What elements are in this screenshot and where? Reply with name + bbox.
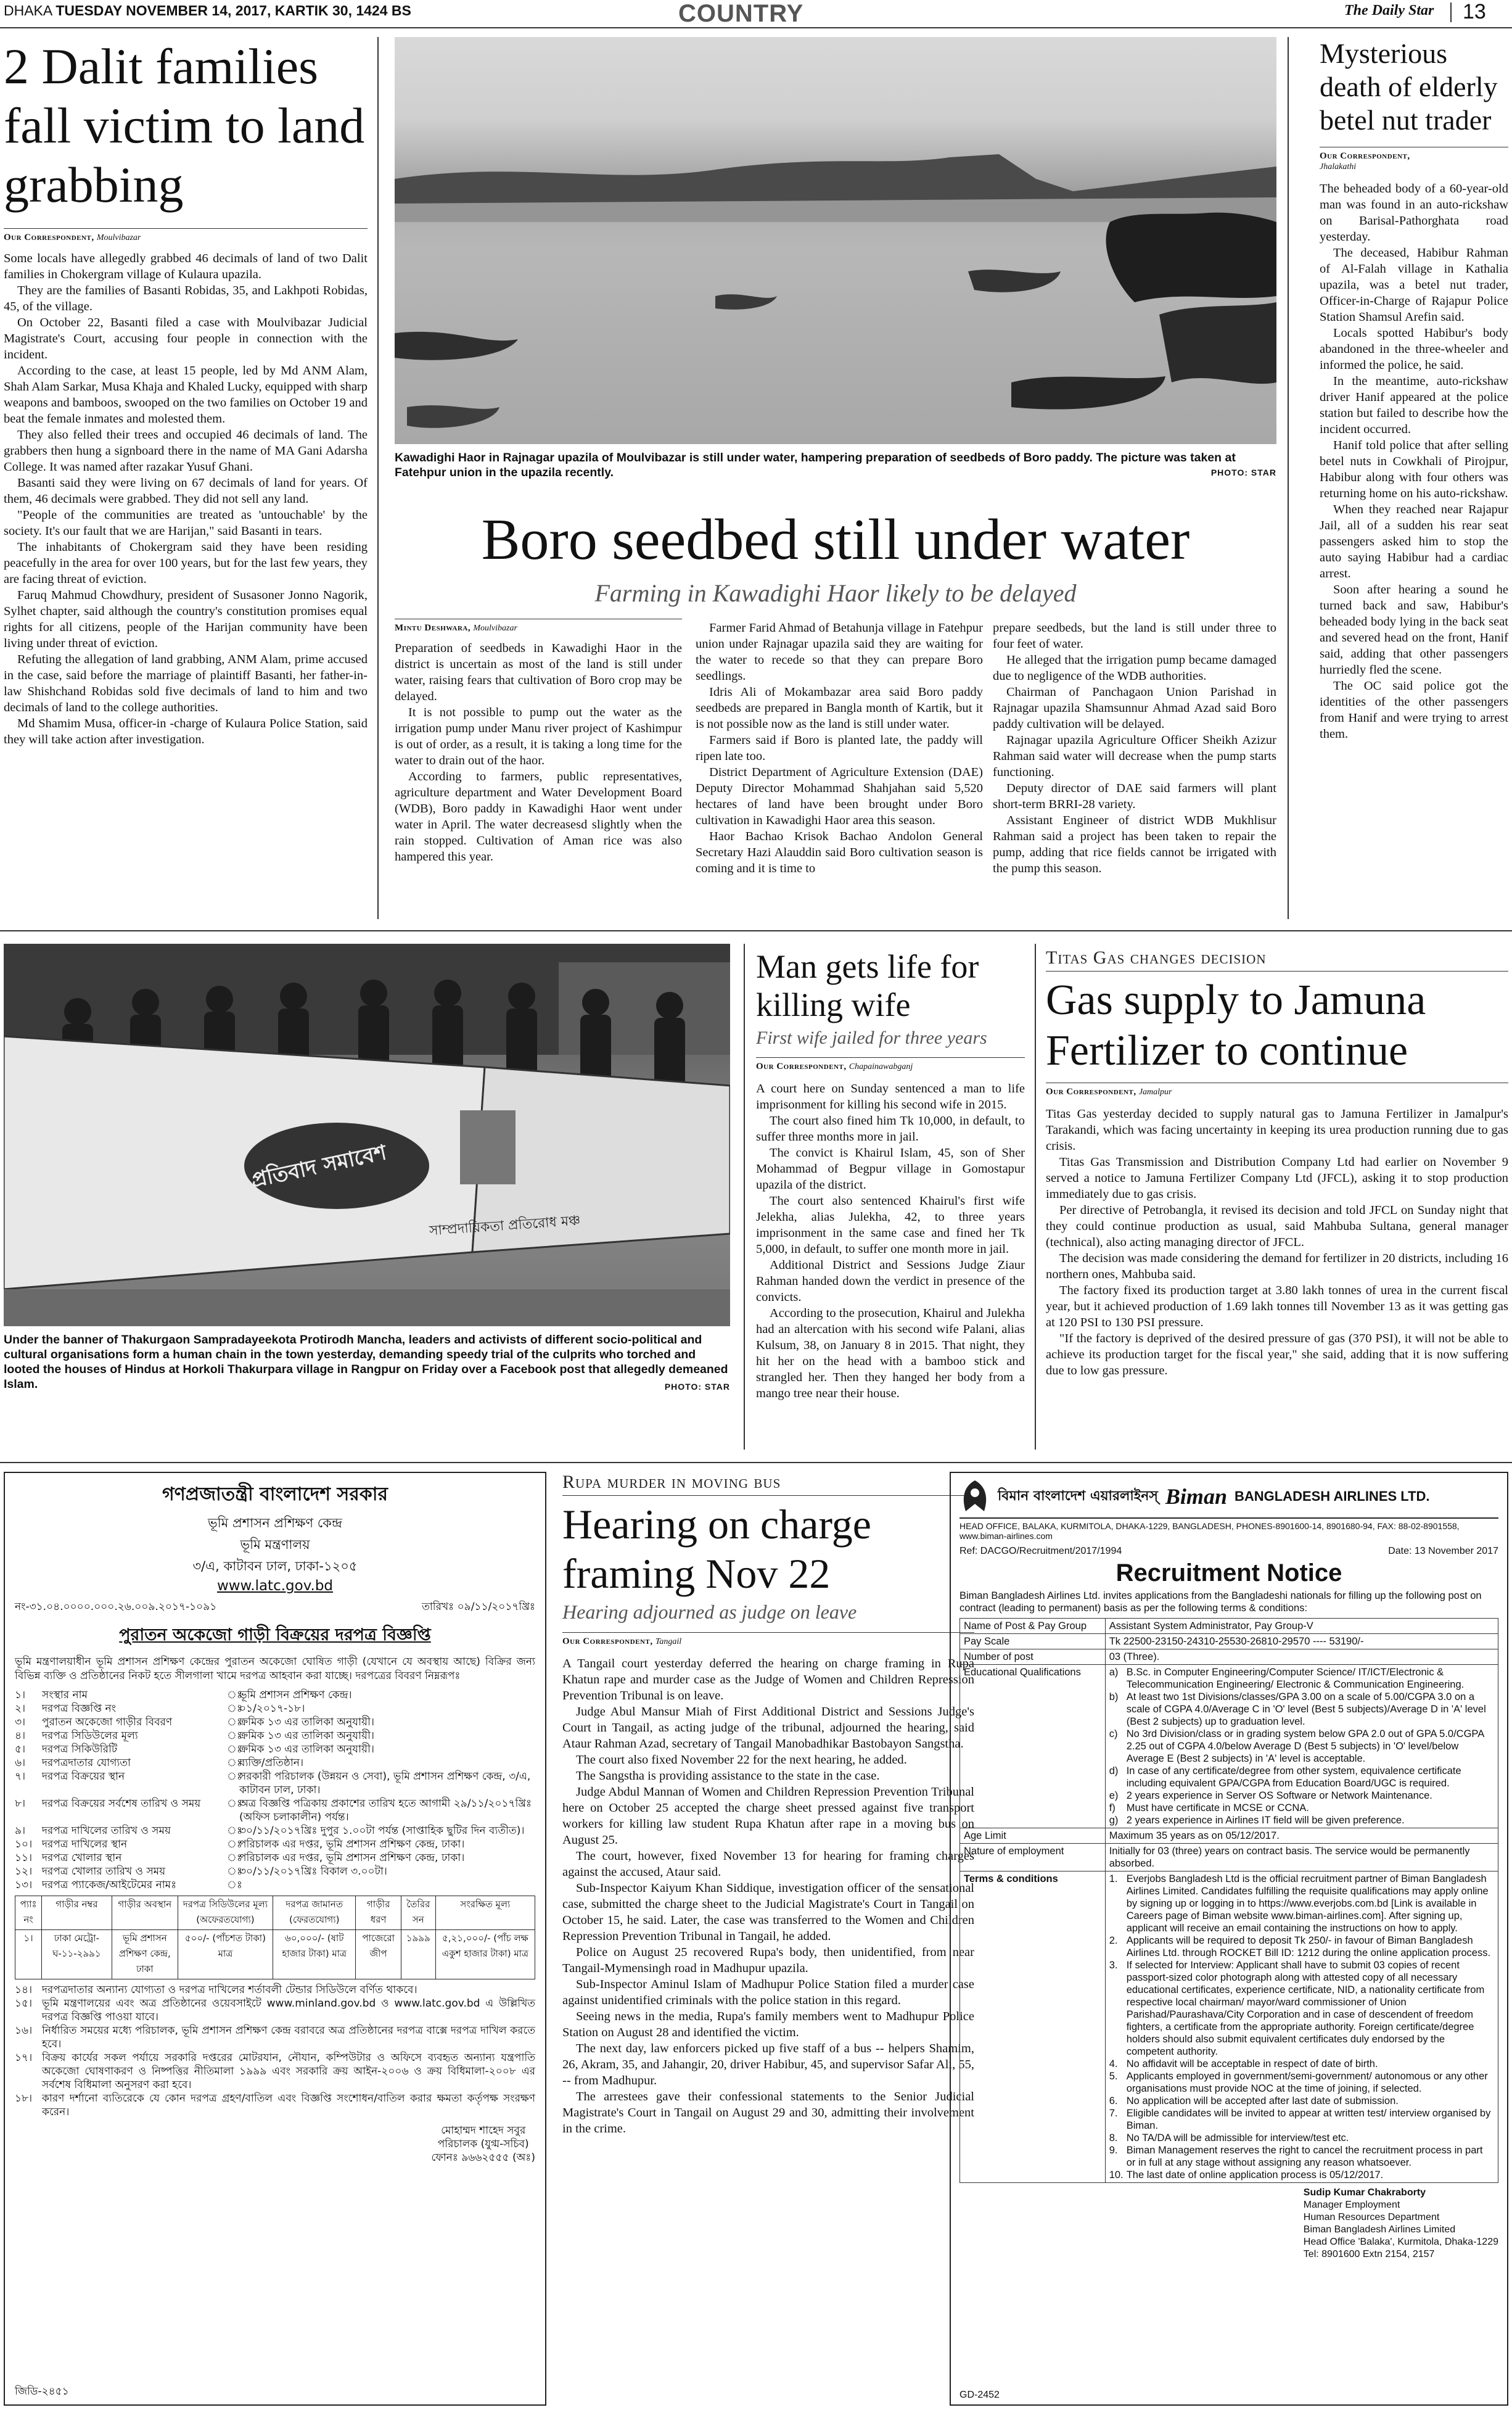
ad-note-no: ১৭। [15, 2052, 33, 2064]
ad-notice-title: পুরাতন অকেজো গাড়ী বিক্রয়ের দরপত্র বিজ্ঞপ্তি [119, 1625, 431, 1644]
ad-row-no: ৬। [15, 1757, 26, 1769]
terms-item [1109, 2070, 1494, 2095]
paragraph: Haor Bachao Krisok Bachao Andolon General Secretary Hazi Alauddin said Boro cultivation season is coming and it is time to [696, 830, 983, 875]
dateline-city: DHAKA [4, 2, 52, 19]
biman-logo-icon [959, 1479, 990, 1514]
paragraph: Faruq Mahmud Chowdhury, president of Susasoner Jonno Nagorik, Sylhet chapter, said although the country's constitution promises equal rights for all citizens, people of the Harijan community have been living under threat of eviction. [4, 588, 368, 650]
table-cell: ৬০,০০০/- (ষাট হাজার টাকা) মাত্র [273, 1930, 356, 1979]
ad-note-text: নির্ধারিত সময়ের মধ্যে পরিচালক, ভূমি প্রশাসন প্রশিক্ষণ কেন্দ্র বরাবরে অত্র প্রতিষ্ঠানের দরপত্র বাক্সে দরপত্র দাখিল করতে হবে। [42, 2024, 535, 2050]
ad-row-colon: ঃ [227, 1825, 242, 1837]
biman-sign-line: Head Office 'Balaka', Kurmitola, Dhaka-1229 [1303, 2237, 1498, 2247]
paragraph: He alleged that the irrigation pump became damaged due to negligence of the WDB authorities. [993, 653, 1276, 683]
terms-number: 8. [1109, 2132, 1118, 2144]
ad-row-colon: ঃ [227, 1770, 242, 1783]
terms-text: Eligible candidates will be invited to appear at written test/ interview organised by Biman. [1126, 2108, 1491, 2131]
paragraph: The arrestees gave their confessional statements to the Senior Judicial Magistrate's Court in Tangail on August 29 and 30, admitting their involvement in the crime. [562, 2090, 974, 2136]
ad-row-value: পরিচালক এর দপ্তর, ভূমি প্রশাসন প্রশিক্ষণ কেন্দ্র, ঢাকা। [239, 1852, 465, 1864]
paragraph: The next day, law enforcers picked up five staff of a bus -- helpers Shamim, 26, Akram, 35, and Jahangir, 20, driver Habibur, 45, and supervisor Safar Ali, 55, -- from Madhupur. [562, 2042, 974, 2087]
table-header: দরপত্র জামানত (ফেরতযোগ্য) [273, 1896, 356, 1930]
table-cell: ৫০০/- (পাঁচশত টাকা) মাত্র [178, 1930, 273, 1979]
education-key: d) [1109, 1765, 1119, 1777]
ad-row-label: সংস্থার নাম [42, 1689, 88, 1701]
ad-signer-title: পরিচালক (যুগ্ম-সচিব) [437, 2138, 529, 2150]
education-key: c) [1109, 1728, 1118, 1739]
ad-row-value: ক্রমিক ১৩ এর তালিকা অনুযায়ী। [239, 1716, 374, 1728]
article-betel [1320, 37, 1508, 742]
paragraph: Locals spotted Habibur's body abandoned in the three-wheeler and informed the police, he said. [1320, 326, 1508, 372]
terms-item [1109, 2169, 1494, 2181]
ad-line1: ভূমি প্রশাসন প্রশিক্ষণ কেন্দ্র [208, 1516, 342, 1530]
kicker-gas: Titas Gas changes decision [1046, 947, 1508, 972]
education-text: In case of any certificate/degree from other system, equivalence certificate including equivalent GPA/CGPA from Education Board/UGC is required. [1126, 1765, 1461, 1789]
terms-text: No TA/DA will be admissible for interview/test etc. [1126, 2132, 1349, 2144]
table-cell: ৫,২১,০০০/- (পাঁচ লক্ষ একুশ হাজার টাকা) মাত্র [435, 1930, 535, 1979]
ad-row-colon: ঃ [227, 1716, 242, 1728]
ad-row-label: দরপত্র দাখিলের তারিখ ও সময় [42, 1825, 171, 1837]
ad-row-value: ক্রমিক ১৩ এর তালিকা অনুযায়ী। [239, 1730, 374, 1742]
biman-sign-line: Biman Bangladesh Airlines Limited [1303, 2224, 1456, 2235]
ad-note-text: দরপত্রদাতার অন্যান্য যোগ্যতা ও দরপত্র দাখিলের শর্তাবলী টেন্ডার সিডিউলে বর্ণিত থাকবে। [42, 1984, 417, 1996]
paragraph: Hanif told police that after selling betel nuts in Cowkhali of Pirojpur, Habibur along with four others was returning home on his auto-rickshaw. [1320, 439, 1508, 500]
biman-title: Recruitment Notice [1116, 1559, 1342, 1587]
paragraph: Farmers said if Boro is planted late, the paddy will ripen late too. [696, 733, 983, 763]
ad-row-no: ৫। [15, 1743, 26, 1756]
article-gas [1046, 947, 1508, 1379]
article-dalit [4, 37, 368, 748]
terms-text: Biman Management reserves the right to cancel the recruitment process in part or in full at any stage without assigning any reason whatsoever. [1126, 2145, 1483, 2168]
ad-row-value: ৩০/১১/২০১৭খ্রিঃ দুপুর ১.০০টা পর্যন্ত (সাপ্তাহিক ছুটির দিন ব্যতীত)। [239, 1825, 525, 1837]
terms-number: 1. [1109, 1873, 1118, 1884]
paragraph: "People of the communities are treated as 'untouchable' by the society. It's our fault that we are Harijan," said Basanti in tears. [4, 508, 368, 538]
terms-number: 7. [1109, 2108, 1118, 2119]
body-dalit [4, 250, 368, 748]
ad-row [15, 1688, 535, 1702]
ad-row-colon: ঃ [227, 1730, 242, 1742]
paragraph: Police on August 25 recovered Rupa's body, then unidentified, from near Tangail-Mymensingh road in Madhupur upazila. [562, 1946, 974, 1975]
paragraph: The Sangstha is providing assistance to the state in the case. [576, 1769, 880, 1783]
ad-row-label: দরপত্র খোলার স্থান [42, 1852, 122, 1864]
terms-item [1109, 2095, 1494, 2107]
ad-row-value: ব্যক্তি/প্রতিষ্ঠান। [239, 1757, 304, 1769]
terms-item [1109, 2132, 1494, 2144]
haor-photo-scene [395, 37, 1276, 444]
paragraph: According to the prosecution, Khairul and Julekha had an altercation with his second wife Palani, alias Kulsum, 38, on January 8 in 2015. That night, they hit her on the head with a bamboo stick and strangled her. Then they hanged her body from a mango tree near their house. [756, 1306, 1025, 1400]
ad-row [15, 1770, 535, 1797]
paragraph: Soon after hearing a sound he turned back and saw, Habibur's beheaded body lying in the back seat and severed head on the front, Hanif said, adding that other passengers hurriedly fled the scene. [1320, 583, 1508, 677]
paragraph: Titas Gas Transmission and Distribution Company Ltd had earlier on November 9 served a notice to Jamuna Fertilizer Company Ltd (JFCL), asking it to stop production immediately due to gas crisis. [1046, 1155, 1508, 1201]
paragraph: A court here on Sunday sentenced a man to life imprisonment for killing his second wife in 2015. [756, 1082, 1025, 1112]
human-chain-caption [4, 1332, 730, 1394]
kicker-rupa: Rupa murder in moving bus [562, 1472, 974, 1496]
paragraph: Sub-Inspector Kaiyum Khan Siddique, investigation officer of the sensational case, submitted the charge sheet to the Judicial Magistrate's Court in Tangail on October 15, he said. Later, the case was transferred to the Women and Children Repression Prevention Tribunal in Tangail, he added. [562, 1881, 974, 1943]
ad-note [15, 1983, 535, 1997]
paragraph: The OC said police got the identities of the other passengers from Hanif and were trying to arrest them. [1320, 679, 1508, 741]
education-item [1109, 1814, 1494, 1826]
table-header: প্যাঃ নং [15, 1896, 42, 1930]
education-key: e) [1109, 1790, 1119, 1801]
paragraph: The deceased, Habibur Rahman of Al-Falah village in Kathalia upazila, was a betel nut trader, Officer-in-Charge of Rajapur Police Station Shamsul Arefin said. [1320, 246, 1508, 324]
ad-row-value: ৩০/১১/২০১৭খ্রিঃ বিকাল ৩.০০টা। [239, 1865, 387, 1878]
paragraph: They also felled their trees and occupied 46 decimals of land. The grabbers then hung a signboard there in the name of MA Gani Adarsha College. It was named after razakar Yusuf Ghani. [4, 428, 368, 474]
human-chain-photo [4, 944, 730, 1326]
ad-note [15, 2092, 535, 2119]
ad-row-label: দরপত্র বিক্রয়ের সর্বশেষ তারিখ ও সময় [42, 1797, 201, 1810]
terms-text: No application will be accepted after last date of submission. [1126, 2095, 1399, 2107]
haor-photo [395, 37, 1276, 444]
ad-row [15, 1865, 535, 1878]
biman-logo-bn: বিমান বাংলাদেশ এয়ারলাইনস্‌ [998, 1488, 1158, 1504]
ad-line3: ৩/এ, কাটাবন ঢাল, ঢাকা-১২০৫ [192, 1559, 358, 1574]
terms-text: Applicants will be required to deposit Tk 250/- in favour of Biman Bangladesh Airlines Ltd. through ROCKET Bill ID: 1212 during the online application process. [1126, 1935, 1491, 1958]
ad-row-value: ভূমি প্রশাসন প্রশিক্ষণ কেন্দ্র। [239, 1689, 352, 1701]
paragraph: Deputy director of DAE said farmers will plant short-term BRRI-28 variety. [993, 782, 1276, 811]
ad-row-label: দরপত্রদাতার যোগ্যতা [42, 1757, 131, 1769]
terms-text: The last date of online application process is 05/12/2017. [1126, 2169, 1384, 2181]
table-header: গাড়ীর অবস্থান [112, 1896, 178, 1930]
article-wife [756, 947, 1025, 1401]
paragraph: In the meantime, auto-rickshaw driver Hanif appeared at the police station but failed to describe how the incident occurred. [1320, 374, 1508, 436]
terms-item [1109, 2144, 1494, 2169]
paragraph: The court also fined him Tk 10,000, in default, to suffer three months more in jail. [756, 1114, 1025, 1144]
ad-row-no: ১০। [15, 1838, 33, 1851]
ad-row [15, 1715, 535, 1729]
terms-text: No affidavit will be acceptable in respect of date of birth. [1126, 2058, 1378, 2070]
table-header: গাড়ীর নম্বর [42, 1896, 112, 1930]
photo-credit: PHOTO: STAR [1210, 468, 1276, 477]
ad-row-label: দরপত্র বিক্রয়ের স্থান [42, 1770, 125, 1783]
byline-rupa: Our Correspondent, Tangail [562, 1632, 974, 1647]
ad-intro: ভূমি মন্ত্রণালয়াধীন ভূমি প্রশাসন প্রশিক্ষণ কেন্দ্রের পুরাতন অকেজো ঘোষিত গাড়ী (যেখানে যে অবস্থায় আছে) বিক্রির জন্য বিভিন্ন ব্যক্তি ও প্রতিষ্ঠানের নিকট হতে সীলগালা খামে দরপত্র আহবান করা যাচ্ছে। দরপত্রের বিবরণ নিম্নরূপঃ [15, 1656, 535, 1682]
headline-wife: Man gets life for killing wife [756, 948, 979, 1023]
byline-dalit: Our Correspondent, Moulvibazar [4, 228, 368, 243]
terms-item [1109, 1959, 1494, 2058]
terms-item [1109, 1873, 1494, 1934]
ad-rows [15, 1688, 535, 1892]
education-item [1109, 1666, 1494, 1691]
biman-sign-line: Human Resources Department [1303, 2212, 1440, 2222]
education-text: No 3rd Division/class or in grading system below GPA 2.0 out of GPA 5.0/CGPA 2.25 out of CGPA 4.0/below Average D (Best 5 subjects) in 'O' level/below Average E (Best 2 subjects) in 'A' level is acceptable. [1126, 1728, 1484, 1764]
paragraph: Refuting the allegation of land grabbing, ANM Alam, prime accused in the case, said before the marriage of plaintiff Basanti, her father-in-law Shishchand Robidas sold five decimals of land to him and two decimals of land to the college authorities. [4, 653, 368, 714]
article-rupa [562, 1472, 974, 2137]
ad-row-colon: ঃ [227, 1757, 242, 1769]
education-text: 2 years experience in Server OS Software or Network Maintenance. [1126, 1790, 1432, 1801]
ad-row-value: ক্রমিক ১৩ এর তালিকা অনুযায়ী। [239, 1743, 374, 1756]
education-item [1109, 1728, 1494, 1765]
biman-date: Date: 13 November 2017 [1388, 1546, 1498, 1556]
ad-row-label: পুরাতন অকেজো গাড়ীর বিবরণ [42, 1716, 173, 1728]
ad-row [15, 1797, 535, 1824]
ad-row-no: ৪। [15, 1730, 26, 1742]
ad-notes [15, 1983, 535, 2119]
biman-company: BANGLADESH AIRLINES LTD. [1234, 1488, 1430, 1504]
headline-rupa: Hearing on charge framing Nov 22 [562, 1501, 871, 1597]
ad-signer: মোহাম্মদ শাহেদ সবুর [441, 2124, 526, 2137]
biman-signer: Sudip Kumar Chakraborty [1303, 2187, 1426, 2198]
table-cell: ১৯৯৯ [401, 1930, 435, 1979]
paragraph: The inhabitants of Chokergram said they have been residing peacefully in the area for over 100 years, but for the last few years, they are facing threat of eviction. [4, 540, 368, 586]
ad-note [15, 2051, 535, 2092]
education-text: At least two 1st Divisions/classes/GPA 3.00 on a scale of 5.00/CGPA 3.0 on a scale of CGPA 4.0/Average C in 'O' level (Best 5 subjects)/Average D in 'A' level (Best 2 subjects) up to graduation level. [1126, 1691, 1486, 1727]
haor-photo-caption [395, 450, 1276, 480]
headline-boro: Boro seedbed still under water [481, 508, 1190, 572]
ad-row [15, 1756, 535, 1770]
ad-note-no: ১৬। [15, 2024, 33, 2037]
paragraph: Md Shamim Musa, officer-in -charge of Kulaura Police Station, said they will take action after investigation. [4, 717, 368, 746]
terms-number: 2. [1109, 1935, 1118, 1946]
ad-govt-title: গণপ্রজাতন্ত্রী বাংলাদেশ সরকার [162, 1484, 388, 1505]
biman-address: HEAD OFFICE, BALAKA, KURMITOLA, DHAKA-1229, BANGLADESH, PHONES-8901600-14, 8901680-94, FAX: 88-02-8901558, [959, 1521, 1460, 1531]
terms-item [1109, 1934, 1494, 1959]
terms-text: If selected for Interview: Applicant shall have to submit 03 copies of recent passport-sized color photograph along with attested copy of all necessary educational certificates, experience certificate, NID, a nationality certificate from respective local chairman/ mayor/ward commissioner of Union Parishad/Paurashava/City Corporation and in case of descendent of freedom fighters, a certificate from the appropriate authority. Foreign certificate/degree holders should also submit equivalent certificates duly endorsed by the competent authority. [1126, 1960, 1485, 2057]
subhead-rupa: Hearing adjourned as judge on leave [562, 1601, 857, 1623]
ad-row-label: দরপত্র সিকিউরিটি [42, 1743, 118, 1756]
ad-row-colon: ঃ [227, 1838, 242, 1851]
ad-website[interactable]: www.latc.gov.bd [216, 1578, 334, 1594]
paragraph: It is not possible to pump out the water as the irrigation pump under Manu river project of Kashimpur is out of order, as a result, it is taking a long time for the water to drain out of the haor. [395, 706, 682, 767]
ad-note [15, 2024, 535, 2051]
table-cell: ঢাকা মেট্রো-ঘ-১১-২৯৯১ [42, 1930, 112, 1979]
education-item [1109, 1789, 1494, 1802]
ad-row-no: ৭। [15, 1770, 26, 1783]
ad-row-colon: ঃ [227, 1879, 242, 1891]
ad-row-colon: ঃ [227, 1702, 242, 1715]
table-cell: পাজেরো জীপ [356, 1930, 401, 1979]
paragraph: The decision was made considering the demand for fertilizer in 20 districts, including 16 northern ones, Mahbuba said. [1046, 1252, 1508, 1281]
paragraph: The court also fixed November 22 for the next hearing, he added. [576, 1753, 907, 1767]
caption-text: Kawadighi Haor in Rajnagar upazila of Moulvibazar is still under water, hampering preparation of seedbeds of Boro paddy. The picture was taken at Fatehpur union in the upazila recently. [395, 451, 1236, 479]
masthead-dateline [4, 2, 411, 19]
terms-number: 5. [1109, 2071, 1118, 2082]
ad-note-text: বিক্রয় কার্যের সকল পর্যায়ে সরকারি দপ্তরের মোটরযান, নৌযান, কম্পিউটার ও অফিসে ব্যবহৃত অন্যান্য যন্ত্রপাতি অকেজো ঘোষণাকরণ ও নিষ্পত্তির নীতিমালা ১৯৯৯ এবং সরকারি ক্রয় আইন-২০০৬ ও ক্রয় বিধিমালা-২০০৮ এর সর্বশেষ বিধিমালা অনুসরণ করা হবে। [42, 2052, 535, 2091]
ad-note-text: ভূমি মন্ত্রণালয়ের এবং অত্র প্রতিষ্ঠানের ওয়েবসাইটে www.minland.gov.bd ও www.latc.gov.bd এ উল্লিখিত দরপত্র বিজ্ঞপ্তি পাওয়া যাবে। [42, 1997, 535, 2023]
ad-row [15, 1851, 535, 1865]
paragraph: Assistant Engineer of district WDB Mukhlisur Rahman said a project has been taken to repair the pump, adding that rice fields cannot be irrigated with the pump this season. [993, 814, 1276, 875]
ad-memo-date: তারিখঃ ০৯/১১/২০১৭খ্রিঃ [422, 1601, 535, 1613]
ad-row-label: দরপত্র প্যাকেজ/আইটেমের নামঃ [42, 1879, 177, 1891]
ad-row-label: দরপত্র দাখিলের স্থান [42, 1838, 128, 1851]
banner-text-mancha: সাম্প্রদায়িকতা প্রতিরোধ মঞ্চ [429, 1213, 581, 1239]
ad-row [15, 1838, 535, 1851]
ad-row-colon: ঃ [227, 1797, 242, 1810]
tender-notice-ad [4, 1472, 546, 2406]
biman-fields-table: Name of Post & Pay Group Assistant System Administrator, Pay Group-V Pay Scale Tk 22500-23150-24310-25530-26810-29570 ---- 53190/- Number of post 03 (Three). Educational Qualifications a) B.Sc. in Computer Engineering/Computer Science/ IT/ICT/Electronic & Telecommunication Engineering/ Electronic & Communication Engineering. b) At least two 1st Divisions/classes/GPA 3.00 on a scale of 5.00/CGPA 3.0 on a scale of CGPA 4.0/Average C in 'O' level (Best 5 subjects)/Average D in 'A' level (Best 2 subjects) up to graduation level. c) No 3rd Division/class or in grading system below GPA 2.0 out of GPA 5.0/CGPA 2.25 out of CGPA 4.0/below Average D (Best 5 subjects) in 'O' level/below Average E (Best 2 subjects) in 'A' level is acceptable. d) In case of any certificate/degree from other system, equivalence certificate including equivalent GPA/CGPA from Education Board/UGC is required. e) 2 years experience in Server OS Software or Network Maintenance. f) Must have certificate in MCSE or CCNA. g) 2 years experience in Airlines IT field will be given preference. Age Limit Maximum 35 years as on 05/12/2017. Nature of employment Initially for 03 (three) years on contract basis. The service would be permanently absorbed. Terms & conditions 1. Everjobs Bangladesh Ltd is the official recruitment partner of Biman Bangladesh Airlines Limited. Candidates fulfilling the requisite qualifications may apply online by signing up or logging in to https://www.everjobs.com.bd [Link is available in Careers page of Biman website www.biman-airlines.com]. After signing up, applicant will receive an email containing the instructions on how to apply. 2. Applicants will be required to deposit Tk 250/- in favour of Biman Bangladesh Airlines Ltd. through ROCKET Bill ID: 1212 during the online application process. 3. If selected for Interview: Applicant shall have to submit 03 copies of recent passport-sized color photograph along with attested copy of all necessary educational certificates, experience certificate, NID, a nationality certificate from respective local chairman/ mayor/ward commissioner of Union Parishad/Paurashava/City Corporation and in case of descendent of freedom fighters, a certificate from the appropriate authority. Foreign certificate/degree holders should also submit equivalent certificates duly endorsed by the competent authority. 4. No affidavit will be acceptable in respect of date of birth. 5. Applicants employed in government/semi-government/ autonomous or any other organisations must provide NOC at the time of joining, if selected. 6. No application will be accepted after last date of submission. 7. Eligible candidates will be invited to appear at written test/ interview organised by Biman. 8. No TA/DA will be admissible for interview/test etc. 9. Biman Management reserves the right to cancel the recruitment process in part or in full at any stage without assigning any reason whatsoever. 10. The last date of online application process is 05/12/2017. [959, 1618, 1498, 2183]
paragraph: prepare seedbeds, but the land is still under three to four feet of water. [993, 621, 1276, 651]
ad-row-value [239, 1878, 535, 1892]
paragraph: District Department of Agriculture Extension (DAE) Deputy Director Mohammad Shahjahan said 5,520 hectares of land have been brought under Boro cultivation in Kawadighi Haor area this season. [696, 766, 983, 827]
ad-row-no: ১। [15, 1689, 26, 1701]
ad-row-colon: ঃ [227, 1852, 242, 1864]
ad-row-value: ০১/২০১৭-১৮। [239, 1702, 305, 1715]
biman-sign-line: Tel: 8901600 Extn 2154, 2157 [1303, 2249, 1435, 2259]
education-text: B.Sc. in Computer Engineering/Computer Science/ IT/ICT/Electronic & Telecommunication Engineering/ Electronic & Communication Engineering. [1126, 1667, 1465, 1690]
ad-row [15, 1824, 535, 1838]
paragraph: Additional District and Sessions Judge Ziaur Rahman handed down the verdict in presence of the convicts. [756, 1258, 1025, 1304]
paragraph: Titas Gas yesterday decided to supply natural gas to Jamuna Fertilizer in Jamalpur's Tarakandi, which was facing uncertainty in keeping its urea production running due to gas crisis. [1046, 1107, 1508, 1153]
paragraph: Idris Ali of Mokambazar area said Boro paddy seedbeds are prepared in Bangla month of Kartik, but it is not possible now as the land is still under water. [696, 685, 983, 731]
paragraph: Seeing news in the media, Rupa's family members went to Madhupur Police Station on August 28 and identified the victim. [562, 2010, 974, 2039]
ad-row [15, 1878, 535, 1892]
paragraph: The factory fixed its production target at 3.80 lakh tonnes of urea in the current fiscal year, but it achieved production of 1.69 lakh tonnes till November 13 as it was getting gas at 120 PSI to 130 PSI pressure. [1046, 1284, 1508, 1329]
ad-row [15, 1702, 535, 1715]
headline-betel: Mysterious death of elderly betel nut trader [1320, 38, 1498, 136]
education-item [1109, 1691, 1494, 1728]
table-header: তৈরির সন [401, 1896, 435, 1930]
paragraph: "If the factory is deprived of the desired pressure of gas (370 PSI), it will not be able to achieve its production target for the fiscal year," she said, adding that it is now suffering due to low gas pressure. [1046, 1332, 1508, 1377]
ad-note-no: ১৪। [15, 1984, 33, 1996]
ad-row-colon: ঃ [227, 1865, 242, 1878]
education-text: 2 years experience in Airlines IT field will be given preference. [1126, 1815, 1405, 1826]
ad-note-text: কারণ দর্শানো ব্যতিরেকে যে কোন দরপত্র গ্রহণ/বাতিল এবং বিজ্ঞপ্তি সংশোধন/বাতিল করার ক্ষমতা কর্তৃপক্ষ সংরক্ষণ করেন। [42, 2092, 535, 2118]
education-key: f) [1109, 1802, 1116, 1814]
education-list [1105, 1665, 1498, 1828]
terms-number: 3. [1109, 1960, 1118, 1971]
biman-ref: Ref: DACGO/Recruitment/2017/1994 [959, 1546, 1122, 1556]
terms-number: 10. [1109, 2169, 1124, 2181]
terms-item [1109, 2058, 1494, 2070]
terms-text: Everjobs Bangladesh Ltd is the official recruitment partner of Biman Bangladesh Airlines Limited. Candidates fulfilling the requisite qualifications may apply online by signing up or logging in to https://www.everjobs.com.bd [Link is available in Careers page of Biman website www.biman-airlines.com]. After signing up, applicant will receive an email containing the instructions on how to apply. [1126, 1873, 1489, 1934]
ad-ref: জিডি-২৪৫১ [15, 2385, 69, 2398]
byline-wife: Our Correspondent, Chapainawabganj [756, 1057, 1025, 1072]
page-number: 13 [1463, 0, 1486, 23]
biman-recruitment-ad [950, 1472, 1508, 2406]
ad-row-colon: ঃ [227, 1743, 242, 1756]
byline-boro: Mintu Deshwara, Moulvibazar [395, 619, 682, 633]
terms-text: Applicants employed in government/semi-government/ autonomous or any other organisations must provide NOC at the time of joining, if selected. [1126, 2071, 1488, 2094]
ad-row-value: অত্র বিজ্ঞপ্তি পত্রিকায় প্রকাশের তারিখ হতে আগামী ২৯/১১/২০১৭খ্রিঃ (অফিস চলাকালীন) পর্যন্ত। [239, 1797, 532, 1823]
table-header: গাড়ীর ধরণ [356, 1896, 401, 1930]
ad-row-value: সরকারী পরিচালক (উন্নয়ন ও সেবা), ভূমি প্রশাসন প্রশিক্ষণ কেন্দ্র, ৩/এ, কাটাবন ঢাল, ঢাকা। [239, 1770, 531, 1796]
paragraph: Sub-Inspector Aminul Islam of Madhupur Police Station filed a murder case against unidentified criminals with the police station in this regard. [562, 1978, 974, 2007]
byline-betel: Our Correspondent, Jhalakathi [1320, 147, 1508, 172]
paragraph: Basanti said they were living on 67 decimals of land for years. Of them, 46 decimals were grabbed. They did not sell any land. [4, 476, 368, 506]
ad-row-no: ১৩। [15, 1879, 33, 1891]
ad-note-no: ১৫। [15, 1997, 33, 2010]
paragraph: On October 22, Basanti filed a case with Moulvibazar Judicial Magistrate's Court, accusing four people in connection with the incident. [4, 316, 368, 361]
photo-credit: PHOTO: STAR [664, 1382, 730, 1392]
paragraph: Per directive of Petrobangla, it revised its decision and told JFCL on Sunday night that they could continue production as usual, said Mahbuba Sultana, general manager (technical), also acting managing director of JFCL. [1046, 1203, 1508, 1249]
table-cell: ভূমি প্রশাসন প্রশিক্ষণ কেন্দ্র, ঢাকা [112, 1930, 178, 1979]
paragraph: The court also sentenced Khairul's first wife Jelekha, alias Julekha, 42, to three years imprisonment in the same case and fined her Tk 5,000, in default, to suffer one month more in jail. [756, 1194, 1025, 1256]
terms-number: 6. [1109, 2095, 1118, 2107]
human-chain-scene [4, 944, 730, 1326]
paragraph: Judge Abul Mansur Miah of First Additional District and Sessions Judge's Court in Tangail, as acting judge of the tribunal, adjourned the hearing, said Ataur Rahman Azad, secretary of Tangail Manobadhikar Bastobayon Sangstha. [562, 1705, 974, 1751]
ad-memo-no: নং-৩১.০৪.০০০০.০০০.২৬.০০৯.২০১৭-১০৯১ [15, 1601, 217, 1613]
paragraph: Chairman of Panchagaon Union Parishad in Rajnagar upazila Shamsunnur Ahmad Azad said Boro paddy cultivation will be delayed. [993, 685, 1276, 731]
section-name: COUNTRY [678, 0, 804, 27]
paragraph: A Tangail court yesterday deferred the hearing on charge framing in Rupa Khatun rape and murder case as the Judge of Women and Children Repression Prevention Tribunal is on leave. [562, 1657, 974, 1702]
biman-web[interactable]: www.biman-airlines.com [959, 1531, 1053, 1541]
ad-row-label: দরপত্র খোলার তারিখ ও সময় [42, 1865, 166, 1878]
biman-sign-line: Manager Employment [1303, 2200, 1400, 2210]
ad-row [15, 1743, 535, 1756]
table-header: দরপত্র সিডিউলের মূল্য (অফেরতযোগ্য) [178, 1896, 273, 1930]
banner-text-protest: প্রতিবাদ সমাবেশ [249, 1140, 389, 1193]
boro-col-2 [696, 620, 983, 877]
paragraph: The beheaded body of a 60-year-old man was found in an auto-rickshaw on Barisal-Pathorghata road yesterday. [1320, 182, 1508, 244]
paragraph: According to farmers, public representatives, agriculture department and Water Development Board (WDB), Boro paddy in Kawadighi Haor went under water in April. The water decreasesd slightly when the rain stopped. Cultivation of Aman rice was also hampered this year. [395, 770, 682, 864]
education-key: g) [1109, 1815, 1119, 1826]
biman-logo-en: Biman [1165, 1484, 1227, 1509]
paragraph: According to the case, at least 15 people, led by Md ANM Alam, Shah Alam Sarkar, Musa Khaja and Khaled Lucky, equipped with sharp weapons and bamboos, swooped on the two families on October 19 and beat the female inmates and molested them. [4, 364, 368, 426]
dateline-date: TUESDAY NOVEMBER 14, 2017, KARTIK 30, 1424 BS [55, 2, 411, 19]
ad-row-value: পরিচালক এর দপ্তর, ভূমি প্রশাসন প্রশিক্ষণ কেন্দ্র, ঢাকা। [239, 1838, 465, 1851]
terms-item [1109, 2107, 1494, 2132]
paragraph: Preparation of seedbeds in Kawadighi Haor in the district is uncertain as most of the land is still under water, raising fears that cultivation of Boro crop may be delayed. [395, 642, 682, 703]
ad-row-label: দরপত্র সিডিউলের মূল্য [42, 1730, 138, 1742]
ad-line2: ভূমি মন্ত্রণালয় [240, 1537, 310, 1552]
paragraph: Judge Abdul Mannan of Women and Children Repression Prevention Tribunal here on October 25 accepted the charge sheet pressed against five transport workers for killing law student Rupa Khatun after rape in a moving bus on August 25. [562, 1785, 974, 1847]
paragraph: Some locals have allegedly grabbed 46 decimals of land of two Dalit families in Chokergram village of Kulaura upazila. [4, 252, 368, 281]
paragraph: They are the families of Basanti Robidas, 35, and Lakhpoti Robidas, 45, of the village. [4, 284, 368, 313]
caption-text: Under the banner of Thakurgaon Sampradayeekota Protirodh Mancha, leaders and activists of different socio-political and cultural organisations form a human chain in the town yesterday, demanding speedy trial of the culprits who torched and looted the houses of Hindus at Horkoli Thakurpara village in Rangpur on Friday over a Facebook post that allegedly demeaned Islam. [4, 1333, 728, 1391]
ad-note [15, 1997, 535, 2024]
ad-row-label: দরপত্র বিজ্ঞপ্তি নং [42, 1702, 117, 1715]
ad-row-no: ৯। [15, 1825, 26, 1837]
vehicle-table [15, 1896, 535, 1979]
headline-gas: Gas supply to Jamuna Fertilizer to continue [1046, 976, 1426, 1075]
biman-gd: GD-2452 [959, 2390, 1000, 2400]
byline-gas: Our Correspondent, Jamalpur [1046, 1083, 1508, 1097]
subhead-wife: First wife jailed for three years [756, 1028, 987, 1048]
ad-note-no: ১৮। [15, 2092, 33, 2105]
paragraph: Rajnagar upazila Agriculture Officer Sheikh Azizur Rahman said water will decrease when the pump starts functioning. [993, 733, 1276, 779]
terms-number: 9. [1109, 2145, 1118, 2156]
table-header: সংরক্ষিত মূল্য [435, 1896, 535, 1930]
terms-number: 4. [1109, 2058, 1118, 2070]
paragraph: The court, however, fixed November 13 for hearing for framing charges against the accused, Ataur said. [562, 1849, 974, 1879]
ad-row-no: ৩। [15, 1716, 26, 1728]
ad-row-no: ১২। [15, 1865, 33, 1878]
paragraph: Farmer Farid Ahmad of Betahunja village in Fatehpur union under Rajnagar upazila said they are waiting for the water to recede so that they can prepare Boro seedlings. [696, 621, 983, 683]
ad-signer-phone: ফোনঃ ৯৬৬২৫৫৫ (অঃ) [431, 2152, 535, 2164]
boro-col-1 [395, 640, 682, 865]
table-cell: ১। [15, 1930, 42, 1979]
paragraph: The convict is Khairul Islam, 45, son of Sher Mohammad of Begpur village in Gomostapur upazila of the district. [756, 1146, 1025, 1192]
education-key: a) [1109, 1667, 1119, 1678]
ad-row-no: ৮। [15, 1797, 26, 1810]
education-text: Must have certificate in MCSE or CCNA. [1126, 1802, 1309, 1814]
ad-row-no: ২। [15, 1702, 26, 1715]
biman-intro: Biman Bangladesh Airlines Ltd. invites applications from the Bangladeshi nationals for filling up the following post on contract (leading to permanent) basis as per the following terms & conditions: [959, 1590, 1482, 1614]
paper-logo: The Daily Star [1344, 2, 1434, 19]
terms-list [1105, 1871, 1498, 2183]
boro-col-3 [993, 620, 1276, 877]
ad-row-colon: ঃ [227, 1689, 242, 1701]
headline-dalit: 2 Dalit families fall victim to land grabbing [4, 38, 365, 213]
subhead-boro: Farming in Kawadighi Haor likely to be delayed [594, 579, 1077, 607]
ad-row-no: ১১। [15, 1852, 33, 1864]
education-item [1109, 1765, 1494, 1789]
ad-row [15, 1729, 535, 1743]
paragraph: When they reached near Rajapur Jail, all of a sudden his rear seat passengers asked him to stop the auto saying Habibur had a cardiac arrest. [1320, 503, 1508, 580]
education-item [1109, 1802, 1494, 1814]
education-key: b) [1109, 1691, 1119, 1702]
